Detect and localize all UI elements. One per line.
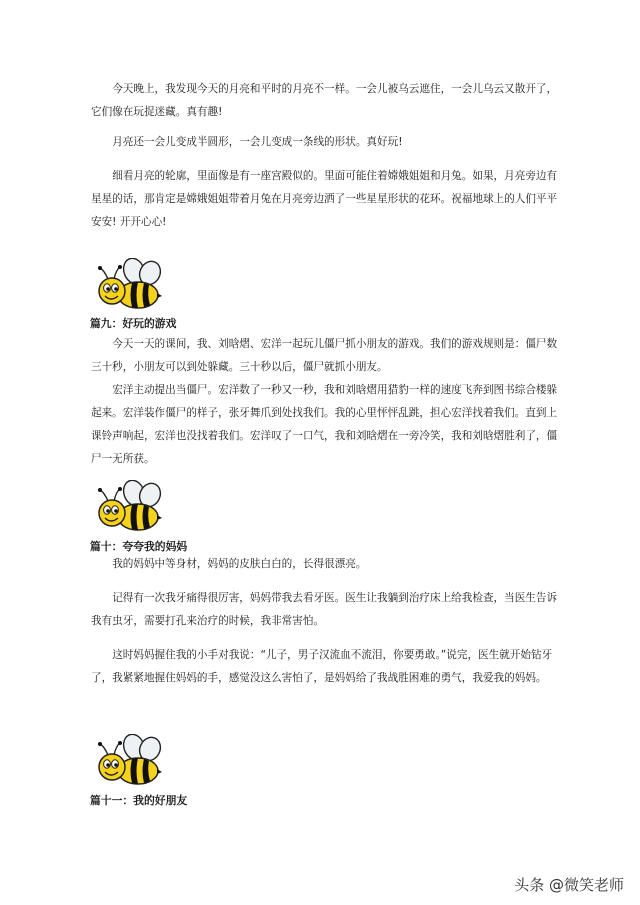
bee-icon [92,258,162,314]
bee-icon [92,480,162,536]
paragraph-mom-appearance: 我的妈妈中等身材，妈妈的皮肤白白的，长得很漂亮。 [112,558,367,570]
bee-head [98,741,125,780]
paragraph-moon-palace: 细看月亮的轮廓，里面像是有一座宫殿似的。里面可能住着嫦娥姐姐和月兔。如果，月亮旁边有星星的话，那肯定是嫦娥姐姐带着月兔在月亮旁边洒了一些星星形状的花环。祝福地球上的人们平平安安! 开开心心! [91,170,558,228]
section-heading-good-friend: 篇十一：我的好朋友 [90,794,188,807]
watermark-text: 头条 @微笑老师 [514,876,624,894]
paragraph-game-play: 宏洋主动提出当僵尸。宏洋数了一秒又一秒，我和刘晗熠用猎豹一样的速度飞奔到图书综合楼躲起来。宏洋装作僵尸的样子，张牙舞爪到处找我们。我的心里怦怦乱跳，担心宏洋找着我们。直到上课铃声响起，宏洋也没找着我们。宏洋叹了一口气，我和刘晗熠在一旁冷笑，我和刘晗熠胜利了，僵尸一无所获。 [91,384,558,465]
bee-head [98,265,125,304]
section-heading-praise-mom: 篇十：夸夸我的妈妈 [90,540,188,553]
paragraph-moon-hide-seek: 今天晚上，我发现今天的月亮和平时的月亮不一样。一会儿被乌云遮住，一会儿乌云又散开了，它们像在玩捉迷藏。真有趣! [91,83,558,118]
bee-head [98,487,125,526]
section-heading-fun-game: 篇九：好玩的游戏 [90,317,177,330]
paragraph-mom-courage: 这时妈妈握住我的小手对我说：“儿子，男子汉流血不流泪，你要勇敢。”说完，医生就开始钻牙了，我紧紧地握住妈妈的手，感觉没这么害怕了，是妈妈给了我战胜困难的勇气，我爱我的妈妈。 [91,649,553,684]
paragraph-game-rules: 今天一天的课间，我、刘晗熠、宏洋一起玩儿僵尸抓小朋友的游戏。我们的游戏规则是：僵尸数三十秒，小朋友可以到处躲藏。三十秒以后，僵尸就抓小朋友。 [91,338,558,373]
paragraph-moon-shapes: 月亮还一会儿变成半圆形，一会儿变成一条线的形状。真好玩! [112,136,403,148]
bee-icon [92,734,162,790]
paragraph-toothache: 记得有一次我牙痛得很厉害，妈妈带我去看牙医。医生让我躺到治疗床上给我检查，当医生告诉我有虫牙，需要打孔来治疗的时候，我非常害怕。 [91,592,558,627]
